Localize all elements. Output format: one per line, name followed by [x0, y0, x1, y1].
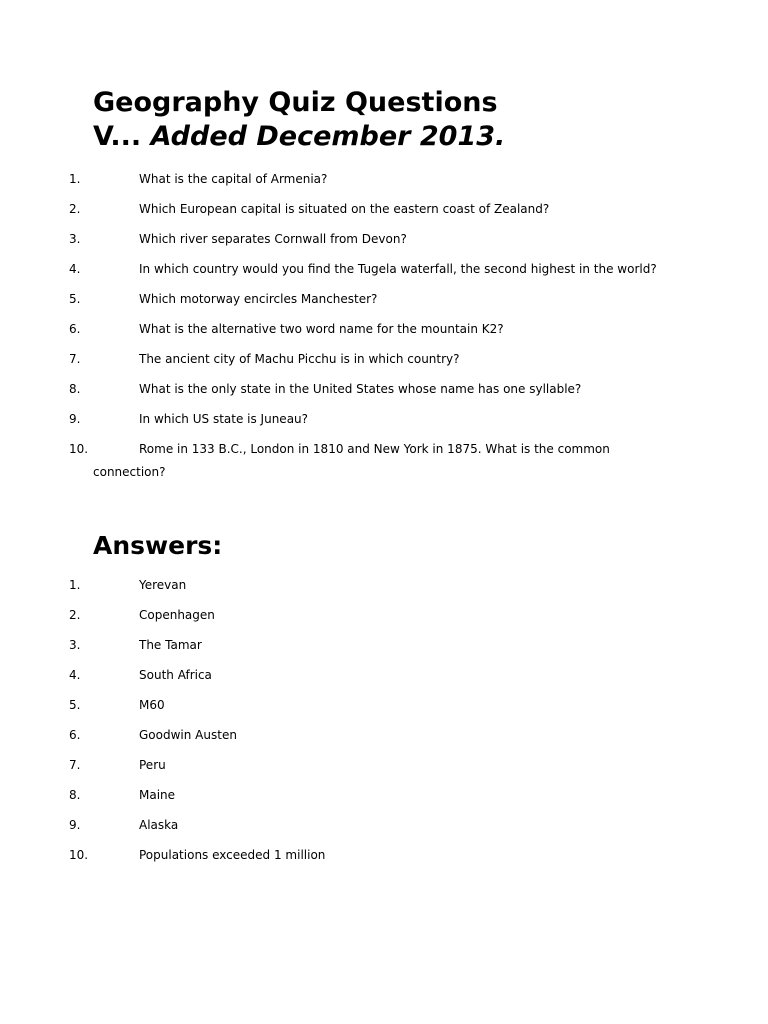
question-item-text: What is the only state in the United States whose name has one syllable?	[139, 382, 582, 396]
answer-item-text: M60	[139, 698, 165, 712]
answer-item-number: 4.	[69, 668, 81, 682]
question-item-number: 5.	[69, 292, 81, 306]
answer-item-number: 2.	[69, 608, 81, 622]
title-line-2-prefix: V...	[93, 121, 151, 152]
question-item-text: Rome in 133 B.C., London in 1810 and New York in 1875. What is the common	[139, 442, 610, 456]
answer-item-text: South Africa	[139, 668, 212, 682]
answer-item-text: Goodwin Austen	[139, 728, 237, 742]
answer-item-number: 10.	[69, 848, 89, 862]
question-item-number: 1.	[69, 172, 81, 186]
question-item-number: 8.	[69, 382, 81, 396]
answer-item-number: 5.	[69, 698, 81, 712]
question-item-text: What is the capital of Armenia?	[139, 172, 328, 186]
answer-item-text: Peru	[139, 758, 166, 772]
question-item-text: Which river separates Cornwall from Devon?	[139, 232, 407, 246]
question-item-text: What is the alternative two word name for the mountain K2?	[139, 322, 504, 336]
question-item-number: 3.	[69, 232, 81, 246]
question-item-number: 10.	[69, 442, 89, 456]
question-item-text: The ancient city of Machu Picchu is in which country?	[139, 352, 460, 366]
question-item-number: 6.	[69, 322, 81, 336]
answer-item-text: Alaska	[139, 818, 179, 832]
question-item-text-continued: connection?	[93, 465, 166, 479]
question-item-number: 2.	[69, 202, 81, 216]
answer-item-number: 9.	[69, 818, 81, 832]
answer-item-number: 7.	[69, 758, 81, 772]
question-item-text: In which US state is Juneau?	[139, 412, 309, 426]
answer-item-text: The Tamar	[139, 638, 202, 652]
answer-item-number: 8.	[69, 788, 81, 802]
question-item-text: Which motorway encircles Manchester?	[139, 292, 378, 306]
question-item-number: 4.	[69, 262, 81, 276]
question-item-text: Which European capital is situated on the eastern coast of Zealand?	[139, 202, 550, 216]
document-title	[93, 86, 505, 154]
answer-item-number: 3.	[69, 638, 81, 652]
answer-item-number: 6.	[69, 728, 81, 742]
question-item-number: 9.	[69, 412, 81, 426]
question-item-number: 7.	[69, 352, 81, 366]
title-line-2-date: Added December 2013.	[150, 121, 506, 152]
answer-item-text: Yerevan	[139, 578, 187, 592]
answer-item-number: 1.	[69, 578, 81, 592]
question-item-text: In which country would you find the Tugela waterfall, the second highest in the world?	[139, 262, 657, 276]
answers-heading: Answers:	[93, 531, 223, 560]
answer-item-text: Populations exceeded 1 million	[139, 848, 326, 862]
answer-item-text: Maine	[139, 788, 176, 802]
title-line-1: Geography Quiz Questions	[93, 87, 498, 118]
answer-item-text: Copenhagen	[139, 608, 215, 622]
